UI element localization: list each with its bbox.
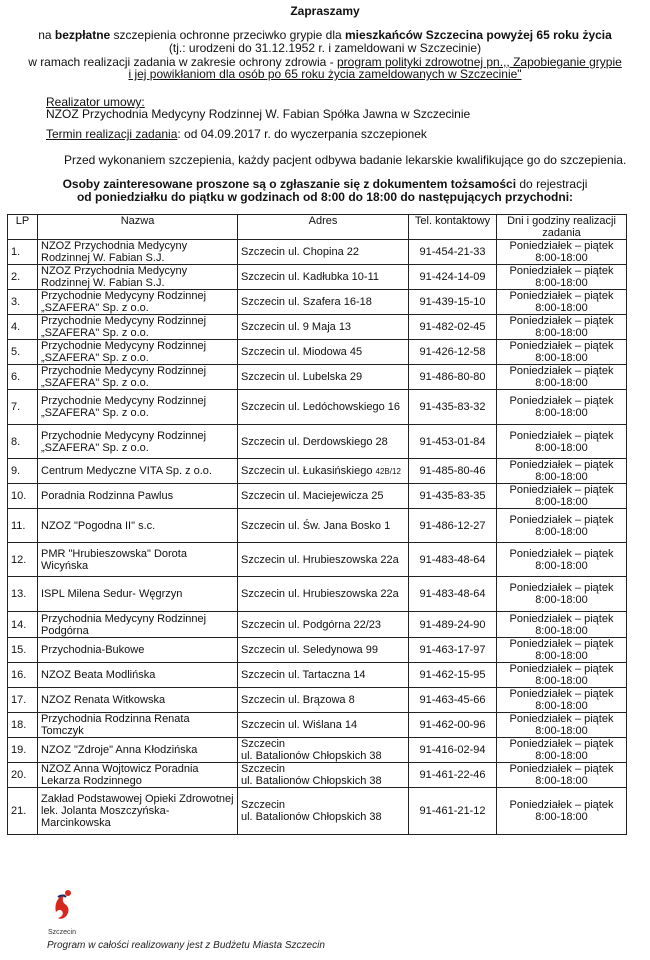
lp-value: 6. (11, 371, 21, 383)
row-lp (8, 638, 38, 663)
time-range: 8:00-18:00 (535, 441, 588, 454)
term-label: Termin realizacji zadania (46, 127, 178, 141)
row-lp (8, 240, 38, 265)
row-hours (497, 390, 627, 425)
phone-number: 91-482-02-45 (419, 321, 486, 333)
intro-target-group: mieszkańców Szczecina powyżej 65 roku życia (345, 28, 612, 42)
clinic-name: Zakład Podstawowej Opieki Zdrowotnej lek. Jolanta Moszczyńska-Marcinkowska (41, 793, 234, 829)
time-range: 8:00-18:00 (535, 725, 588, 737)
lp-value: 19. (11, 744, 27, 756)
time-range: 8:00-18:00 (535, 252, 588, 264)
clinic-name: NZOZ "Pogodna II" s.c. (41, 519, 156, 532)
row-address (238, 459, 409, 484)
days-range: Poniedziałek – piątek (509, 638, 614, 650)
row-hours (497, 788, 627, 835)
clinic-name: Przychodnia Medycyny Rodzinnej Podgórna (41, 612, 207, 637)
time-range: 8:00-18:00 (535, 650, 588, 662)
days-range: Poniedziałek – piątek (509, 582, 614, 594)
szczecin-logo (52, 888, 74, 928)
clinic-name: NZOZ Anna Wojtowicz Poradnia Lekarza Rodzinnego (41, 763, 199, 787)
time-range: 8:00-18:00 (535, 496, 588, 508)
row-address (238, 612, 409, 638)
table-row (8, 638, 627, 663)
address-line: Szczecin ul. 9 Maja 13 (241, 321, 352, 333)
time-range: 8:00-18:00 (535, 750, 588, 762)
row-hours (497, 365, 627, 390)
time-range: 8:00-18:00 (535, 471, 588, 483)
row-hours (497, 509, 627, 543)
row-phone (409, 290, 497, 315)
row-phone (409, 390, 497, 425)
intro-line-2: (tj.: urodzeni do 31.12.1952 r. i zameldowani w Szczecinie) (168, 41, 482, 55)
days-range: Poniedziałek – piątek (509, 713, 614, 725)
row-phone (409, 240, 497, 265)
lp-value: 1. (11, 246, 21, 258)
row-phone (409, 509, 497, 543)
row-phone (409, 738, 497, 763)
row-name (38, 638, 238, 663)
address-line: Szczecin ul. Tartaczna 14 (241, 669, 366, 681)
row-phone (409, 763, 497, 788)
row-phone (409, 688, 497, 713)
row-phone (409, 713, 497, 738)
row-name (38, 240, 238, 265)
clinic-name: Przychodnie Medycyny Rodzinnej „SZAFERA" Sp. z o.o. (41, 315, 207, 339)
clinic-name: Przychodnie Medycyny Rodzinnej „SZAFERA" Sp. z o.o. (41, 429, 207, 454)
row-hours (497, 240, 627, 265)
row-lp (8, 290, 38, 315)
phone-number: 91-463-45-66 (419, 694, 486, 706)
row-phone (409, 788, 497, 835)
row-hours (497, 663, 627, 688)
row-name (38, 663, 238, 688)
row-name (38, 688, 238, 713)
row-name (38, 315, 238, 340)
header-phone: Tel. kontaktowy (409, 215, 497, 240)
term-line (46, 128, 427, 141)
row-address (238, 484, 409, 509)
row-address (238, 788, 409, 835)
address-line: Szczecin ul. Hrubieszowska 22a (241, 553, 399, 566)
phone-number: 91-485-80-46 (419, 465, 486, 477)
row-address (238, 425, 409, 459)
row-lp (8, 763, 38, 788)
instructions-line-1-b: do rejestracji (516, 177, 588, 191)
phone-number: 91-439-15-10 (419, 296, 486, 308)
row-phone (409, 663, 497, 688)
header-name: Nazwa (38, 215, 238, 240)
row-phone (409, 577, 497, 612)
row-lp (8, 484, 38, 509)
table-row (8, 788, 627, 835)
row-address (238, 315, 409, 340)
address-line: Szczecin ul. Szafera 16-18 (241, 296, 372, 308)
intro-free: bezpłatne (54, 28, 111, 42)
address-line: Szczecin ul. Derdowskiego 28 (241, 435, 388, 448)
contractor-value: NZOZ Przychodnia Medycyny Rodzinnej W. Fabian Spółka Jawna w Szczecinie (46, 107, 471, 121)
row-address (238, 265, 409, 290)
row-hours (497, 290, 627, 315)
clinic-name: Centrum Medyczne VITA Sp. z o.o. (41, 465, 212, 477)
table-row (8, 484, 627, 509)
address-line: Szczecin ul. Seledynowa 99 (241, 644, 378, 656)
address-street: ul. Batalionów Chłopskich 38 (241, 750, 382, 762)
clinic-name: PMR "Hrubieszowska" Dorota Wicyńska (41, 547, 187, 572)
row-phone (409, 484, 497, 509)
address-line: Szczecin ul. Lubelska 29 (241, 371, 363, 383)
row-phone (409, 612, 497, 638)
clinic-name: Przychodnie Medycyny Rodzinnej „SZAFERA" Sp. z o.o. (41, 395, 207, 419)
time-range: 8:00-18:00 (535, 811, 588, 823)
row-hours (497, 763, 627, 788)
row-name (38, 612, 238, 638)
address-line: Szczecin ul. Miodowa 45 (241, 346, 363, 358)
row-lp (8, 688, 38, 713)
funding-note: Program w całości realizowany jest z Budżetu Miasta Szczecin (47, 940, 325, 951)
row-address (238, 340, 409, 365)
row-address (238, 365, 409, 390)
row-name (38, 265, 238, 290)
row-name (38, 577, 238, 612)
address-line: Szczecin (241, 738, 286, 750)
row-address (238, 543, 409, 577)
clinic-name: ISPL Milena Sedur- Węgrzyn (41, 588, 183, 600)
table-row (8, 738, 627, 763)
days-range: Poniedziałek – piątek (509, 547, 614, 560)
phone-number: 91-462-00-96 (419, 719, 486, 731)
row-lp (8, 543, 38, 577)
table-row (8, 315, 627, 340)
days-range: Poniedziałek – piątek (509, 459, 614, 471)
address-line: Szczecin ul. Łukasińskiego (241, 464, 373, 477)
row-phone (409, 340, 497, 365)
days-range: Poniedziałek – piątek (509, 688, 614, 700)
table-row (8, 763, 627, 788)
row-name (38, 484, 238, 509)
row-hours (497, 484, 627, 509)
row-name (38, 738, 238, 763)
phone-number: 91-486-12-27 (419, 519, 486, 532)
instructions-line-2: od poniedziałku do piątku w godzinach od 8:00 do 18:00 do następujących przychodni: (76, 190, 574, 204)
row-name (38, 459, 238, 484)
phone-number: 91-424-14-09 (419, 271, 486, 283)
qualification-notice: Przed wykonaniem szczepienia, każdy pacjent odbywa badanie lekarskie kwalifikujące go do szczepienia. (64, 153, 627, 167)
row-address (238, 509, 409, 543)
row-lp (8, 713, 38, 738)
lp-value: 20. (11, 769, 27, 781)
row-phone (409, 459, 497, 484)
row-phone (409, 425, 497, 459)
header-hours: Dni i godziny realizacji zadania (497, 215, 627, 240)
address-line: Szczecin ul. Ledóchowskiego 16 (241, 401, 400, 413)
table-row (8, 612, 627, 638)
lp-value: 15. (11, 644, 27, 656)
clinic-name: Przychodnia Rodzinna Renata Tomczyk (41, 713, 190, 737)
row-address (238, 763, 409, 788)
phone-number: 91-461-21-12 (419, 805, 486, 817)
row-name (38, 788, 238, 835)
address-line: Szczecin ul. Wiślana 14 (241, 719, 358, 731)
program-name-part-2: i jej powikłaniom dla osób po 65 roku życia zameldowanych w Szczecinie" (128, 67, 522, 81)
row-phone (409, 265, 497, 290)
address-line: Szczecin ul. Hrubieszowska 22a (241, 588, 399, 600)
term-value: : od 04.09.2017 r. do wyczerpania szczepionek (177, 127, 427, 141)
program-name-part-1: program polityki zdrowotnej pn.,, Zapobieganie grypie (336, 55, 622, 69)
phone-number: 91-426-12-58 (419, 346, 486, 358)
time-range: 8:00-18:00 (535, 624, 588, 637)
phone-number: 91-461-22-46 (419, 769, 486, 781)
clinic-name: NZOZ "Zdroje" Anna Kłodzińska (41, 744, 198, 756)
table-row (8, 390, 627, 425)
lp-value: 14. (11, 618, 27, 631)
row-hours (497, 265, 627, 290)
time-range: 8:00-18:00 (535, 302, 588, 314)
clinic-name: Przychodnie Medycyny Rodzinnej „SZAFERA" Sp. z o.o. (41, 365, 207, 389)
lp-value: 10. (11, 490, 27, 502)
table-row (8, 688, 627, 713)
phone-number: 91-416-02-94 (419, 744, 486, 756)
days-range: Poniedziałek – piątek (509, 340, 614, 352)
row-address (238, 638, 409, 663)
lp-value: 4. (11, 321, 21, 333)
lp-value: 17. (11, 694, 27, 706)
days-range: Poniedziałek – piątek (509, 738, 614, 750)
row-address (238, 738, 409, 763)
row-name (38, 365, 238, 390)
days-range: Poniedziałek – piątek (509, 395, 614, 407)
days-range: Poniedziałek – piątek (509, 429, 614, 442)
table-row (8, 663, 627, 688)
table-row (8, 290, 627, 315)
clinics-table (7, 214, 627, 835)
row-phone (409, 543, 497, 577)
table-row (8, 459, 627, 484)
clinic-name: Przychodnia-Bukowe (41, 644, 145, 656)
phone-number: 91-486-80-80 (419, 371, 486, 383)
table-row (8, 577, 627, 612)
address-line: Szczecin (241, 799, 286, 811)
days-range: Poniedziałek – piątek (509, 799, 614, 811)
table-row (8, 543, 627, 577)
row-hours (497, 738, 627, 763)
clinic-name: NZOZ Beata Modlińska (41, 669, 156, 681)
days-range: Poniedziałek – piątek (509, 484, 614, 496)
phone-number: 91-489-24-90 (419, 618, 486, 631)
row-lp (8, 577, 38, 612)
lp-value: 8. (11, 435, 21, 448)
lp-value: 18. (11, 719, 27, 731)
time-range: 8:00-18:00 (535, 700, 588, 712)
row-hours (497, 577, 627, 612)
intro-pre: na (38, 28, 55, 42)
row-lp (8, 663, 38, 688)
row-hours (497, 638, 627, 663)
row-lp (8, 365, 38, 390)
table-body (8, 240, 627, 835)
time-range: 8:00-18:00 (535, 775, 588, 787)
table-row (8, 265, 627, 290)
phone-number: 91-462-15-95 (419, 669, 486, 681)
table-row (8, 340, 627, 365)
time-range: 8:00-18:00 (535, 675, 588, 687)
row-address (238, 577, 409, 612)
lp-value: 13. (11, 588, 27, 600)
row-name (38, 763, 238, 788)
table-row (8, 509, 627, 543)
row-hours (497, 543, 627, 577)
address-line: Szczecin ul. Brązowa 8 (241, 694, 355, 706)
row-hours (497, 612, 627, 638)
contractor-label: Realizator umowy: (46, 95, 145, 109)
row-name (38, 425, 238, 459)
row-lp (8, 425, 38, 459)
lp-value: 12. (11, 553, 27, 566)
clinic-name: NZOZ Renata Witkowska (41, 694, 166, 706)
row-hours (497, 425, 627, 459)
table-row (8, 240, 627, 265)
clinic-name: Przychodnie Medycyny Rodzinnej „SZAFERA" Sp. z o.o. (41, 290, 207, 314)
time-range: 8:00-18:00 (535, 352, 588, 364)
time-range: 8:00-18:00 (535, 594, 588, 606)
row-phone (409, 365, 497, 390)
row-lp (8, 788, 38, 835)
row-hours (497, 688, 627, 713)
lp-value: 7. (11, 401, 21, 413)
days-range: Poniedziałek – piątek (509, 663, 614, 675)
address-line: Szczecin ul. Maciejewicza 25 (241, 490, 384, 502)
row-address (238, 290, 409, 315)
page-title: Zapraszamy (290, 4, 360, 18)
time-range: 8:00-18:00 (535, 525, 588, 538)
row-name (38, 290, 238, 315)
row-phone (409, 638, 497, 663)
days-range: Poniedziałek – piątek (509, 265, 614, 277)
clinic-name: NZOZ Przychodnia Medycyny Rodzinnej W. Fabian S.J. (41, 265, 188, 289)
row-hours (497, 459, 627, 484)
table-row (8, 713, 627, 738)
row-address (238, 688, 409, 713)
row-name (38, 340, 238, 365)
time-range: 8:00-18:00 (535, 327, 588, 339)
phone-number: 91-453-01-84 (419, 435, 486, 448)
table-row (8, 365, 627, 390)
address-number: 42B/12 (375, 466, 401, 476)
table-header-row (8, 215, 627, 240)
lp-value: 21. (11, 805, 27, 817)
phone-number: 91-435-83-32 (419, 401, 486, 413)
row-name (38, 509, 238, 543)
address-line: Szczecin ul. Chopina 22 (241, 246, 360, 258)
header-address: Adres (238, 215, 409, 240)
days-range: Poniedziałek – piątek (509, 240, 614, 252)
intro-line-4 (0, 68, 650, 81)
clinic-name: Poradnia Rodzinna Pawlus (41, 490, 174, 502)
lp-value: 3. (11, 296, 21, 308)
days-range: Poniedziałek – piątek (509, 612, 614, 625)
logo-city-name: Szczecin (48, 929, 77, 936)
time-range: 8:00-18:00 (535, 277, 588, 289)
row-lp (8, 340, 38, 365)
row-address (238, 390, 409, 425)
table-row (8, 425, 627, 459)
days-range: Poniedziałek – piątek (509, 763, 614, 775)
phone-number: 91-483-48-64 (419, 588, 486, 600)
intro-mid: szczepienia ochronne przeciwko grypie dla (110, 28, 346, 42)
row-lp (8, 265, 38, 290)
days-range: Poniedziałek – piątek (509, 290, 614, 302)
row-address (238, 713, 409, 738)
lp-value: 2. (11, 271, 21, 283)
row-hours (497, 340, 627, 365)
address-line: Szczecin ul. Podgórna 22/23 (241, 618, 382, 631)
lp-value: 16. (11, 669, 27, 681)
row-lp (8, 738, 38, 763)
address-line: Szczecin ul. Kadłubka 10-11 (241, 271, 379, 283)
row-hours (497, 713, 627, 738)
row-lp (8, 459, 38, 484)
instructions-line-1-a: Osoby zainteresowane proszone są o zgłaszanie się z dokumentem tożsamości (62, 177, 517, 191)
row-lp (8, 509, 38, 543)
phone-number: 91-435-83-35 (419, 490, 486, 502)
address-line: Szczecin (241, 763, 286, 775)
row-lp (8, 390, 38, 425)
phone-number: 91-454-21-33 (419, 246, 486, 258)
row-name (38, 390, 238, 425)
address-street: ul. Batalionów Chłopskich 38 (241, 811, 382, 823)
days-range: Poniedziałek – piątek (509, 513, 614, 526)
time-range: 8:00-18:00 (535, 377, 588, 389)
address-line: Szczecin ul. Św. Jana Bosko 1 (241, 519, 391, 532)
phone-number: 91-483-48-64 (419, 553, 486, 566)
row-name (38, 713, 238, 738)
lp-value: 9. (11, 465, 21, 477)
row-hours (497, 315, 627, 340)
row-name (38, 543, 238, 577)
time-range: 8:00-18:00 (535, 559, 588, 572)
row-lp (8, 315, 38, 340)
row-lp (8, 612, 38, 638)
intro-line-3-pre: w ramach realizacji zadania w zakresie ochrony zdrowia - (28, 55, 337, 69)
header-lp: LP (8, 215, 38, 240)
days-range: Poniedziałek – piątek (509, 365, 614, 377)
phone-number: 91-463-17-97 (419, 644, 486, 656)
time-range: 8:00-18:00 (535, 407, 588, 419)
clinic-name: NZOZ Przychodnia Medycyny Rodzinnej W. Fabian S.J. (41, 240, 188, 264)
row-address (238, 240, 409, 265)
days-range: Poniedziałek – piątek (509, 315, 614, 327)
address-street: ul. Batalionów Chłopskich 38 (241, 775, 382, 787)
row-address (238, 663, 409, 688)
row-phone (409, 315, 497, 340)
lp-value: 5. (11, 346, 21, 358)
lp-value: 11. (11, 519, 26, 532)
clinic-name: Przychodnie Medycyny Rodzinnej „SZAFERA" Sp. z o.o. (41, 340, 207, 364)
